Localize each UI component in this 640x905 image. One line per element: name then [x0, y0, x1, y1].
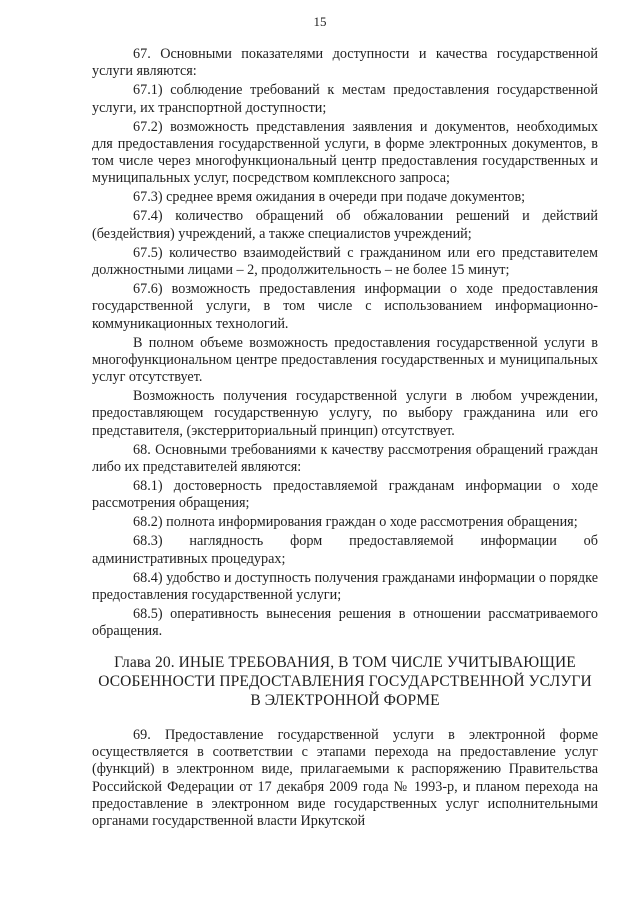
document-body	[92, 46, 598, 832]
paragraph-mfc-availability: В полном объеме возможность предоставления государственной услуги в многофункциональном центре предоставления государственных и муниципальных услуг отсутствует.	[92, 334, 598, 386]
paragraph-67-1: 67.1) соблюдение требований к местам предоставления государственной услуги, их транспортной доступности;	[92, 82, 598, 116]
paragraph-68-5: 68.5) оперативность вынесения решения в отношении рассматриваемого обращения.	[92, 605, 598, 640]
paragraph-69: 69. Предоставление государственной услуги в электронной форме осуществляется в соответствии с этапами перехода на предоставление услуг (функций) в электронном виде, прилагаемыми к распоряжению Правительства Российской Федерации от 17 декабря 2009 года № 1993-р, и планом перехода на предоставление в электронном виде государственных услуг исполнительными органами государственной власти Иркутской	[92, 726, 598, 830]
chapter-heading: Глава 20. ИНЫЕ ТРЕБОВАНИЯ, В ТОМ ЧИСЛЕ УЧИТЫВАЮЩИЕ ОСОБЕННОСТИ ПРЕДОСТАВЛЕНИЯ ГОСУДАРСТВЕННОЙ УСЛУГИ В ЭЛЕКТРОННОЙ ФОРМЕ	[98, 654, 592, 710]
paragraph-68-4: 68.4) удобство и доступность получения гражданами информации о порядке предоставления государственной услуги;	[92, 569, 598, 603]
paragraph-68-2: 68.2) полнота информирования граждан о ходе рассмотрения обращения;	[133, 514, 578, 531]
paragraph-68-1: 68.1) достоверность предоставляемой гражданам информации о ходе рассмотрения обращения;	[92, 478, 598, 512]
paragraph-68-3: 68.3) наглядность форм предоставляемой информации об административных процедурах;	[92, 533, 598, 567]
paragraph-67: 67. Основными показателями доступности и качества государственной услуги являются:	[92, 46, 598, 80]
paragraph-67-5: 67.5) количество взаимодействий с гражданином или его представителем должностными лицами – 2, продолжительность – не более 15 минут;	[92, 244, 598, 278]
page-number: 15	[313, 14, 327, 29]
paragraph-67-2: 67.2) возможность представления заявления и документов, необходимых для предоставления государственной услуги, в форме электронных документов, в том числе через многофункциональный центр предоставления государственных и муниципальных услуг, посредством комплексного запроса;	[92, 118, 598, 187]
paragraph-67-4: 67.4) количество обращений об обжаловании решений и действий (бездействия) учреждений, а также специалистов учреждений;	[92, 208, 598, 242]
paragraph-67-3: 67.3) среднее время ожидания в очереди при подаче документов;	[133, 189, 526, 206]
paragraph-67-6: 67.6) возможность предоставления информации о ходе предоставления государственной услуги, в том числе с использованием информационно-коммуникационных технологий.	[92, 280, 598, 332]
paragraph-extraterritorial: Возможность получения государственной услуги в любом учреждении, предоставляющем государственную услугу, по выбору гражданина или его представителя, (экстерриториальный принцип) отсутствует.	[92, 388, 598, 439]
paragraph-68: 68. Основными требованиями к качеству рассмотрения обращений граждан либо их представителей являются:	[92, 441, 598, 476]
